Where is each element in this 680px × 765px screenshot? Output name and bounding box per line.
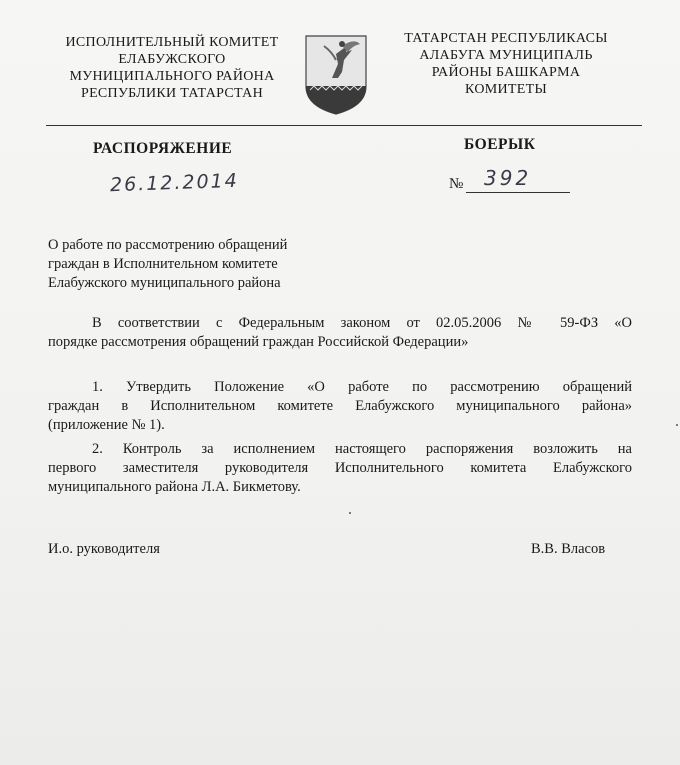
header-right-line: ТАТАРСТАН РЕСПУБЛИКАСЫ — [404, 31, 608, 46]
scan-speck — [349, 512, 351, 514]
document-type-tt: БОЕРЫК — [464, 136, 536, 153]
header-right-line: РАЙОНЫ БАШКАРМА — [431, 65, 581, 80]
paragraph-line: порядке рассмотрения обращений граждан Российской Федерации» — [48, 334, 469, 350]
header-left-line: ЕЛАБУЖСКОГО — [118, 52, 226, 67]
paragraph-line: (приложение № 1). — [48, 417, 165, 433]
header-right-line: КОМИТЕТЫ — [465, 82, 547, 97]
header-left-line: ИСПОЛНИТЕЛЬНЫЙ КОМИТЕТ — [65, 35, 279, 50]
scan-speck — [676, 424, 678, 426]
preamble-paragraph — [48, 314, 632, 352]
signatory-title: И.о. руководителя — [48, 541, 160, 557]
clause-2-paragraph — [48, 440, 632, 497]
coat-of-arms-emblem — [302, 34, 370, 116]
document-type-ru: РАСПОРЯЖЕНИЕ — [93, 140, 233, 157]
header-left-org — [52, 34, 292, 102]
subject-line: граждан в Исполнительном комитете — [48, 256, 278, 272]
header-left-line: РЕСПУБЛИКИ ТАТАРСТАН — [80, 86, 263, 101]
paragraph-line: 2. Контроль за исполнением настоящего распоряжения возложить на — [92, 441, 632, 457]
document-number-underline — [466, 192, 570, 193]
header-right-org — [388, 30, 624, 98]
clause-1-paragraph — [48, 378, 632, 435]
subject-line: Елабужского муниципального района — [48, 275, 281, 291]
header-left-line: МУНИЦИПАЛЬНОГО РАЙОНА — [69, 69, 275, 84]
paragraph-line: муниципального района Л.А. Бикметову. — [48, 479, 301, 495]
signatory-name: В.В. Власов — [531, 541, 606, 557]
document-date-handwritten: 26.12.2014 — [109, 169, 240, 197]
document-subject — [48, 236, 287, 293]
paragraph-line: граждан в Исполнительном комитете Елабужского муниципального района» — [48, 398, 632, 414]
document-number-handwritten: 392 — [484, 166, 532, 190]
paragraph-line: 1. Утвердить Положение «О работе по рассмотрению обращений — [92, 379, 632, 395]
subject-line: О работе по рассмотрению обращений — [48, 237, 288, 253]
paragraph-line: первого заместителя руководителя Исполнительного комитета Елабужского — [48, 460, 632, 476]
document-number-label: № — [449, 176, 464, 192]
header-right-line: АЛАБУГА МУНИЦИПАЛЬ — [419, 48, 593, 63]
paragraph-line: В соответствии с Федеральным законом от 02.05.2006 № 59-ФЗ «О — [92, 315, 632, 331]
header-divider — [46, 125, 642, 126]
